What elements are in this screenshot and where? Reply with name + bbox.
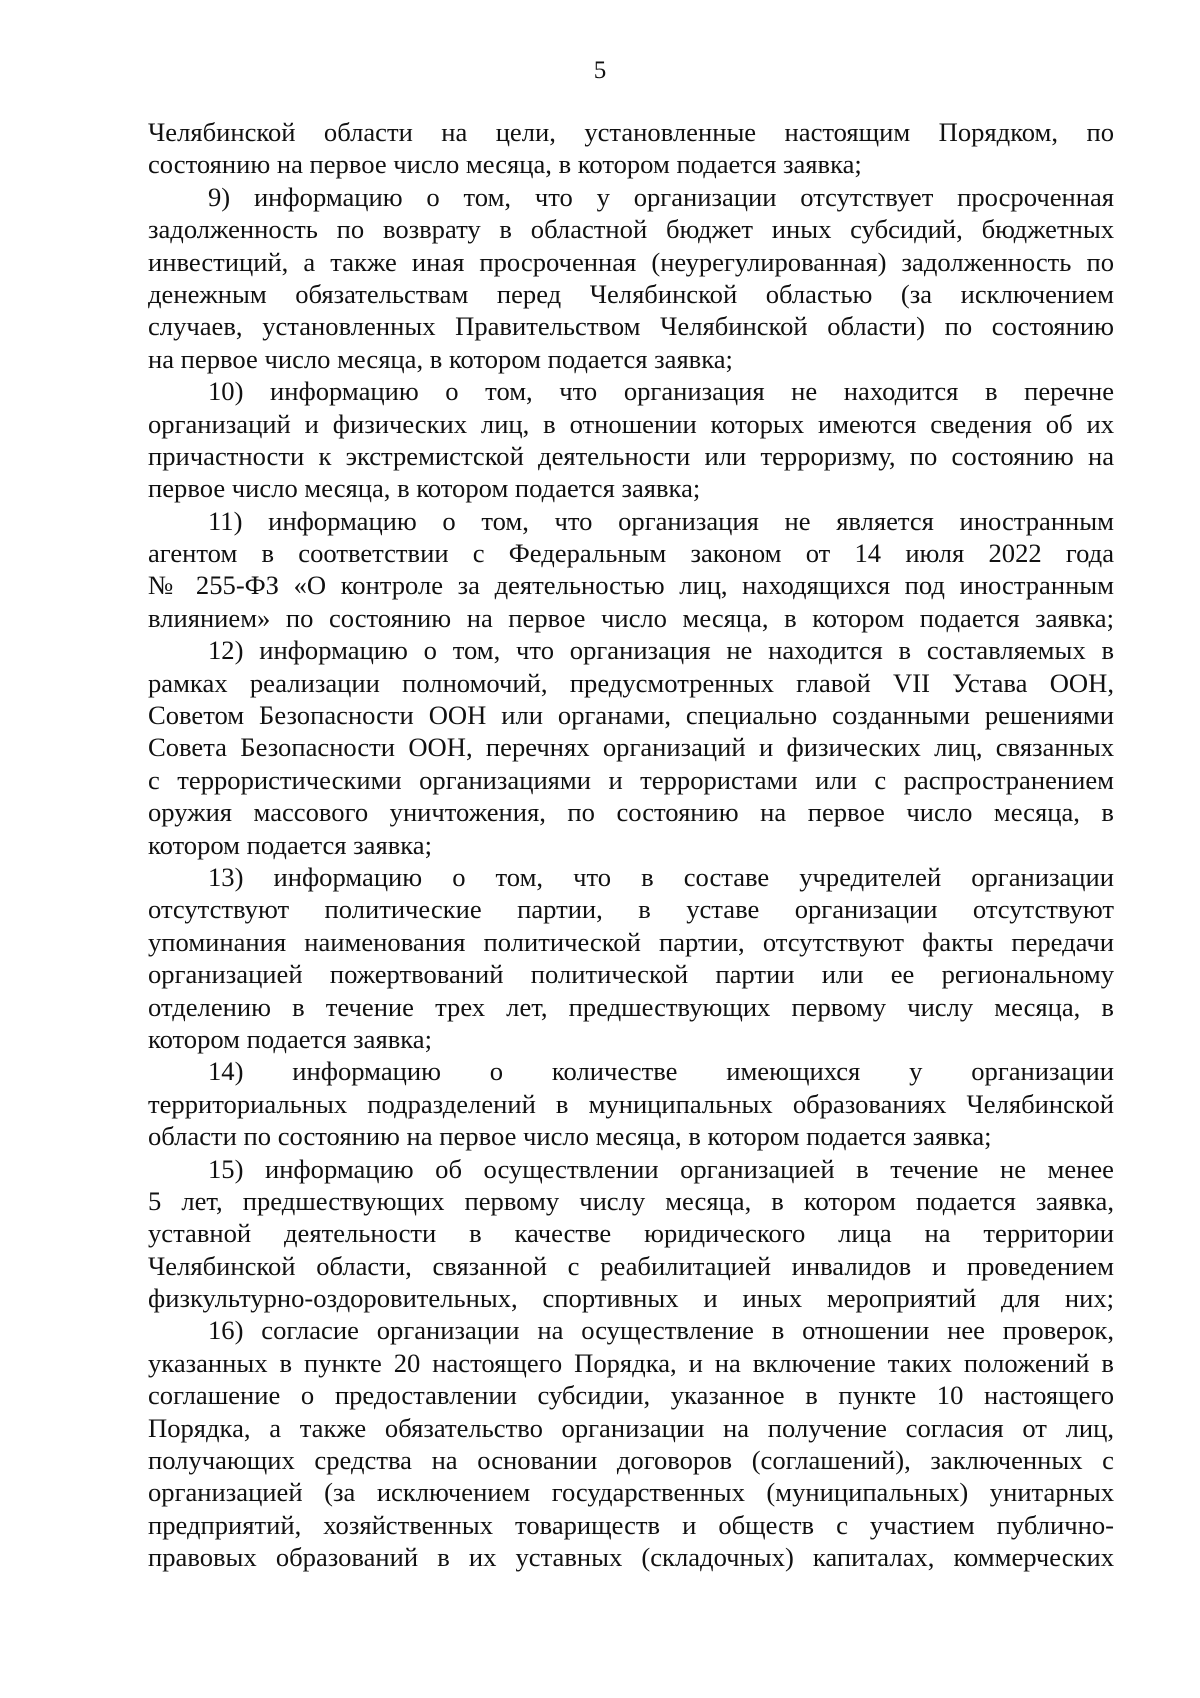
text-line: физкультурно-оздоровительных, спортивных и иных мероприятий для них; bbox=[148, 1283, 1114, 1314]
text-line: первое число месяца, в котором подается заявка; bbox=[148, 473, 701, 504]
text-line: 12) информацию о том, что организация не находится в составляемых в bbox=[208, 635, 1114, 666]
text-line: уставной деятельности в качестве юридического лица на территории bbox=[148, 1218, 1114, 1249]
text-line: территориальных подразделений в муниципальных образованиях Челябинской bbox=[148, 1088, 1114, 1119]
text-line: организаций и физических лиц, в отношении которых имеются сведения об их bbox=[148, 408, 1114, 439]
text-line: 15) информацию об осуществлении организацией в течение не менее bbox=[208, 1153, 1114, 1184]
text-line: Челябинской области, связанной с реабилитацией инвалидов и проведением bbox=[148, 1250, 1114, 1281]
text-line: предприятий, хозяйственных товариществ и обществ с участием публично- bbox=[148, 1509, 1114, 1540]
text-line: 11) информацию о том, что организация не является иностранным bbox=[208, 505, 1114, 536]
text-line: случаев, установленных Правительством Челябинской области) по состоянию bbox=[148, 311, 1114, 342]
text-line: на первое число месяца, в котором подается заявка; bbox=[148, 343, 733, 374]
text-line: состоянию на первое число месяца, в котором подается заявка; bbox=[148, 149, 862, 180]
text-line: котором подается заявка; bbox=[148, 829, 432, 860]
text-line: агентом в соответствии с Федеральным законом от 14 июля 2022 года bbox=[148, 538, 1114, 569]
text-line: № 255-ФЗ «О контроле за деятельностью лиц, находящихся под иностранным bbox=[148, 570, 1114, 601]
text-line: организацией (за исключением государственных (муниципальных) унитарных bbox=[148, 1477, 1114, 1508]
text-line: 16) согласие организации на осуществление в отношении нее проверок, bbox=[208, 1315, 1114, 1346]
text-line: правовых образований в их уставных (складочных) капиталах, коммерческих bbox=[148, 1542, 1114, 1573]
text-line: указанных в пункте 20 настоящего Порядка, и на включение таких положений в bbox=[148, 1347, 1114, 1378]
text-line: инвестиций, а также иная просроченная (неурегулированная) задолженность по bbox=[148, 246, 1114, 277]
text-line: 13) информацию о том, что в составе учредителей организации bbox=[208, 861, 1114, 892]
text-line: Порядка, а также обязательство организации на получение согласия от лиц, bbox=[148, 1412, 1114, 1443]
text-line: области по состоянию на первое число месяца, в котором подается заявка; bbox=[148, 1121, 992, 1152]
text-line: отсутствуют политические партии, в уставе организации отсутствуют bbox=[148, 894, 1114, 925]
text-line: 9) информацию о том, что у организации отсутствует просроченная bbox=[208, 181, 1114, 212]
text-line: причастности к экстремистской деятельности или терроризму, по состоянию на bbox=[148, 440, 1114, 471]
text-line: организацией пожертвований политической партии или ее региональному bbox=[148, 959, 1114, 990]
text-line: 5 лет, предшествующих первому числу месяца, в котором подается заявка, bbox=[148, 1185, 1114, 1216]
text-line: упоминания наименования политической партии, отсутствуют факты передачи bbox=[148, 926, 1114, 957]
text-line: рамках реализации полномочий, предусмотренных главой VII Устава ООН, bbox=[148, 667, 1114, 698]
text-line: 10) информацию о том, что организация не находится в перечне bbox=[208, 376, 1114, 407]
text-line: Совета Безопасности ООН, перечнях организаций и физических лиц, связанных bbox=[148, 732, 1114, 763]
document-body bbox=[148, 116, 1114, 1574]
text-line: оружия массового уничтожения, по состоянию на первое число месяца, в bbox=[148, 797, 1114, 828]
text-line: котором подается заявка; bbox=[148, 1023, 432, 1054]
text-line: с террористическими организациями и террористами или с распространением bbox=[148, 764, 1114, 795]
text-line: соглашение о предоставлении субсидии, указанное в пункте 10 настоящего bbox=[148, 1380, 1114, 1411]
text-line: Челябинской области на цели, установленные настоящим Порядком, по bbox=[148, 117, 1114, 147]
text-line: отделению в течение трех лет, предшествующих первому числу месяца, в bbox=[148, 991, 1114, 1022]
text-line: задолженность по возврату в областной бюджет иных субсидий, бюджетных bbox=[148, 214, 1114, 245]
text-line: 14) информацию о количестве имеющихся у организации bbox=[208, 1056, 1114, 1087]
text-line: денежным обязательствам перед Челябинской областью (за исключением bbox=[148, 278, 1114, 309]
text-line: Советом Безопасности ООН или органами, специально созданными решениями bbox=[148, 700, 1114, 731]
text-line: получающих средства на основании договоров (соглашений), заключенных с bbox=[148, 1445, 1114, 1476]
page-number: 5 bbox=[593, 57, 607, 84]
text-line: влиянием» по состоянию на первое число месяца, в котором подается заявка; bbox=[148, 602, 1114, 633]
